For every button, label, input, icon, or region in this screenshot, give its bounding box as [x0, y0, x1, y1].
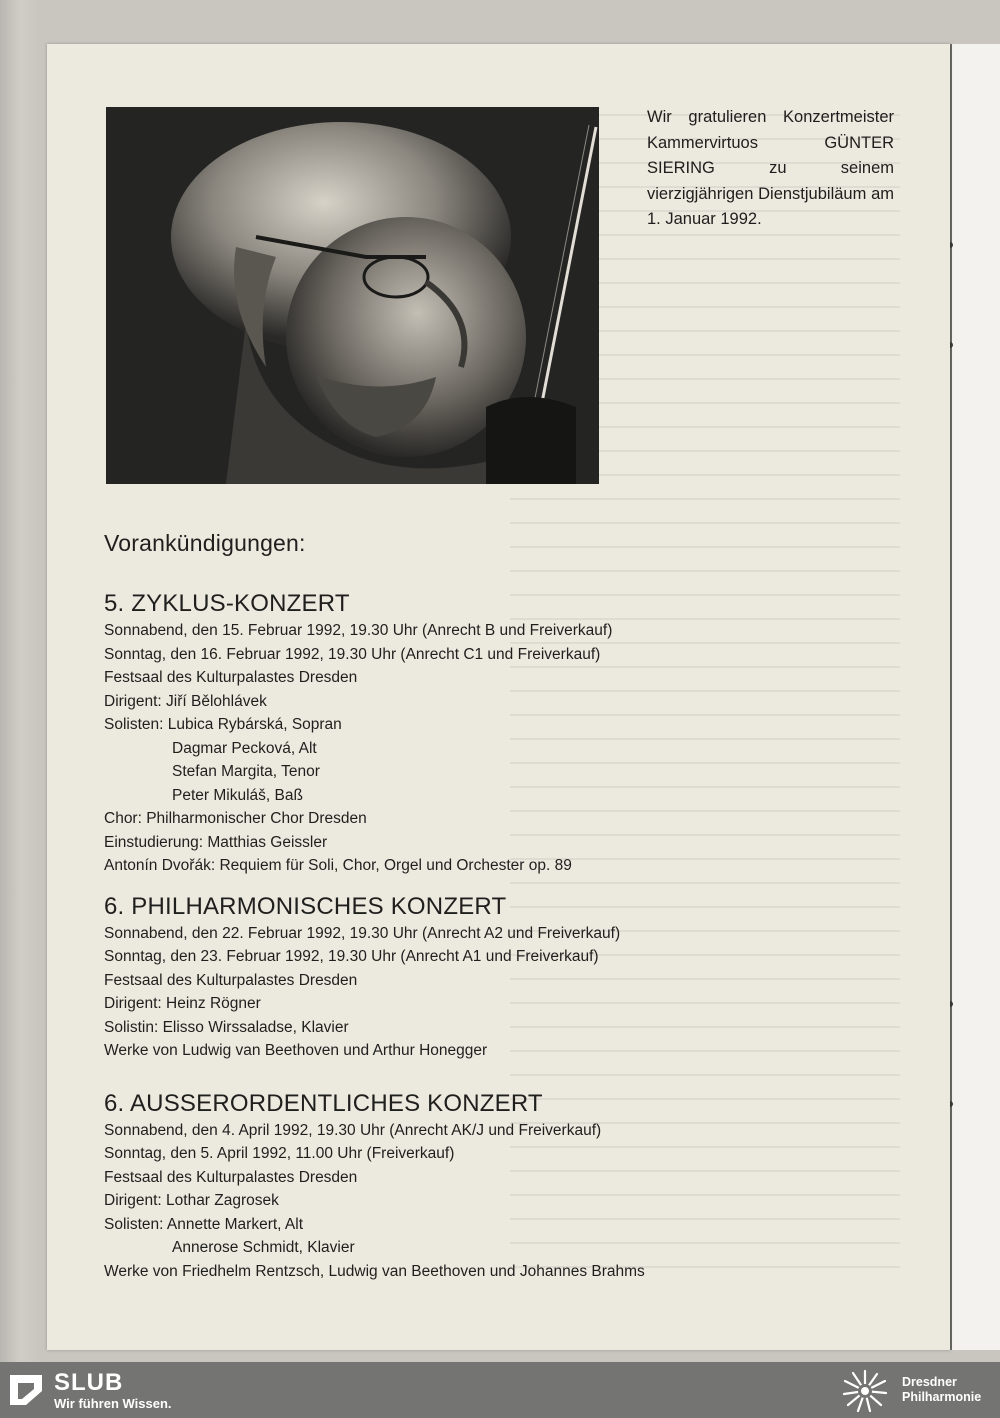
soloist-line: Peter Mikuláš, Baß	[172, 786, 303, 804]
congratulation-caption: Wir gratulieren Konzertmeister Kammervirtuos GÜNTER SIERING zu seinem vierzigjährigen Dienstjubiläum am 1. Januar 1992.	[647, 108, 894, 228]
slub-brand[interactable]	[54, 1370, 172, 1412]
concert-line: Werke von Friedhelm Rentzsch, Ludwig van Beethoven und Johannes Brahms	[104, 1262, 645, 1280]
dresdner-philharmonie-brand[interactable]	[902, 1375, 981, 1405]
soloist-line: Stefan Margita, Tenor	[172, 763, 320, 780]
concert-line: Chor: Philharmonischer Chor Dresden	[104, 810, 367, 827]
concert-block-2	[104, 892, 704, 1063]
concert-line: Sonnabend, den 4. April 1992, 19.30 Uhr (Anrecht AK/J und Freiverkauf)	[104, 1121, 602, 1139]
concert-block-1	[104, 589, 704, 878]
dp-line2: Philharmonie	[902, 1390, 982, 1404]
slub-name: SLUB	[54, 1369, 124, 1396]
concert-line: Sonnabend, den 22. Februar 1992, 19.30 Uhr (Anrecht A2 und Freiverkauf)	[104, 924, 621, 942]
concert-title: 6. AUSSERORDENTLICHES KONZERT	[104, 1089, 543, 1117]
concert-line: Festsaal des Kulturpalastes Dresden	[104, 1168, 358, 1186]
concert-title: 5. ZYKLUS-KONZERT	[104, 590, 350, 617]
soloist-line: Annerose Schmidt, Klavier	[172, 1239, 355, 1256]
concert-line: Sonntag, den 23. Februar 1992, 19.30 Uhr (Anrecht A1 und Freiverkauf)	[104, 948, 599, 965]
section-heading: Vorankündigungen:	[104, 530, 306, 556]
concert-line: Dirigent: Jiří Bělohlávek	[104, 692, 267, 710]
concert-line: Sonntag, den 5. April 1992, 11.00 Uhr (Freiverkauf)	[104, 1145, 455, 1162]
adjacent-page-edge	[950, 44, 1000, 1350]
concert-line: Werke von Ludwig van Beethoven und Arthur Honegger	[104, 1042, 488, 1059]
concert-line: Solisten: Annette Markert, Alt	[104, 1215, 304, 1233]
concert-line: Dirigent: Heinz Rögner	[104, 995, 261, 1012]
concert-line: Antonín Dvořák: Requiem für Soli, Chor, Orgel und Orchester op. 89	[104, 857, 572, 874]
concert-line: Solistin: Elisso Wirssaladse, Klavier	[104, 1018, 349, 1036]
concert-line: Festsaal des Kulturpalastes Dresden	[104, 971, 358, 989]
concert-line: Sonntag, den 16. Februar 1992, 19.30 Uhr (Anrecht C1 und Freiverkauf)	[104, 645, 601, 663]
concert-line: Dirigent: Lothar Zagrosek	[104, 1192, 279, 1209]
dp-line1: Dresdner	[902, 1375, 957, 1389]
soloist-line: Dagmar Pecková, Alt	[172, 739, 317, 757]
announcements	[104, 530, 704, 1297]
slub-logo-icon[interactable]	[8, 1373, 44, 1407]
portrait-photo	[106, 107, 599, 484]
concert-block-3	[104, 1089, 704, 1284]
concert-line: Sonnabend, den 15. Februar 1992, 19.30 Uhr (Anrecht B und Freiverkauf)	[104, 622, 613, 639]
concert-title: 6. PHILHARMONISCHES KONZERT	[104, 892, 507, 920]
concert-line: Solisten: Lubica Rybárská, Sopran	[104, 716, 342, 733]
dresdner-philharmonie-logo-icon[interactable]	[840, 1367, 890, 1415]
concert-line: Festsaal des Kulturpalastes Dresden	[104, 669, 358, 686]
violinist-portrait-photo-icon	[106, 107, 599, 484]
concert-line: Einstudierung: Matthias Geissler	[104, 833, 328, 851]
slub-tagline: Wir führen Wissen.	[54, 1396, 172, 1411]
